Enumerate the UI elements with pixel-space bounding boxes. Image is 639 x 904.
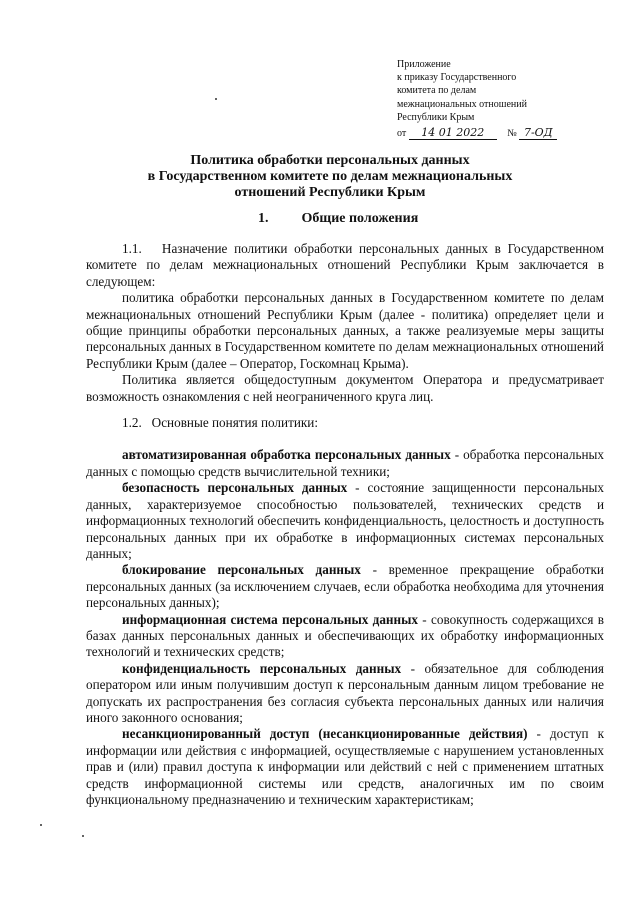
definition-paragraph xyxy=(86,447,604,480)
section-title: Общие положения xyxy=(301,211,419,226)
term: конфиденциальность персональных данных xyxy=(122,660,402,676)
appendix-line: Приложение xyxy=(397,59,451,70)
from-label: от xyxy=(397,128,407,140)
document-title xyxy=(100,153,560,201)
term-definition: - совокупность содержащихся в базах данных персональных данных и обеспечивающих их обработку информационных технологий и технических средств; xyxy=(86,611,604,660)
term: блокирование персональных данных xyxy=(122,562,361,578)
handwritten-date: 14 01 2022 xyxy=(409,126,497,140)
term: безопасность персональных данных xyxy=(122,480,348,496)
paragraph: 1.2. Основные понятия политики: xyxy=(122,415,319,431)
title-line: Политика обработки персональных данных xyxy=(190,153,470,168)
appendix-line: Республики Крым xyxy=(397,111,475,123)
term-definition: - временное прекращение обработки персональных данных (за исключением случаев, если обработка необходима для уточнения персональных данных); xyxy=(86,562,604,611)
appendix-line: комитета по делам xyxy=(397,85,477,97)
term-definition: - состояние защищенности персональных данных, характеризуемое способностью пользователей, технических средств и информационных технологий обеспечить конфиденциальность, целостность и доступность персональных данных при их обработке в информационных системах персональных данных; xyxy=(86,480,604,561)
title-line: в Государственном комитете по делам межнациональных xyxy=(147,169,513,184)
definition-paragraph xyxy=(86,661,604,727)
section-number: 1. xyxy=(258,211,269,226)
scan-speck xyxy=(40,824,42,826)
definition-paragraph xyxy=(86,612,604,661)
appendix-line: к приказу Государственного xyxy=(397,72,517,84)
scan-speck xyxy=(82,835,84,837)
paragraph: 1.1. Назначение политики обработки персональных данных в Государственном комитете по делам межнациональных отношений Республики Крым заключается в следующем: xyxy=(86,241,604,289)
number-label: № xyxy=(507,128,517,140)
appendix-header xyxy=(397,58,597,140)
appendix-line: межнациональных отношений xyxy=(397,98,527,110)
handwritten-number: 7-ОД xyxy=(519,126,557,140)
definition-paragraph xyxy=(86,562,604,611)
definition-paragraph xyxy=(86,480,604,562)
paragraph: политика обработки персональных данных в Государственном комитете по делам межнациональных отношений Республики Крым (далее - политика) определяет цели и общие принципы обработки персональных данных, а также реализуемые меры защиты персональных данных в Государственном комитете по делам межнациональных отношений Республики Крым (далее – Оператор, Госкомнац Крыма). xyxy=(86,290,604,371)
document-body xyxy=(86,241,604,808)
section-heading xyxy=(258,211,418,227)
term-definition: - доступ к информации или действия с информацией, осуществляемые с нарушением установленных прав и (или) правил доступа к информации или действий с ней с применением штатных средств информационной системы или средств, аналогичных им по своим функциональному предназначению и техническим характеристикам; xyxy=(86,726,604,807)
term: несанкционированный доступ (несанкционированные действия) xyxy=(122,726,528,742)
term-definition: - обработка персональных данных с помощью средств вычислительной техники; xyxy=(86,447,604,479)
paragraph: Политика является общедоступным документом Оператора и предусматривает возможность ознакомления с ней неограниченного круга лиц. xyxy=(86,372,604,404)
term: автоматизированная обработка персональных данных xyxy=(122,447,451,463)
title-line: отношений Республики Крым xyxy=(234,185,426,200)
term: информационная система персональных данных xyxy=(122,611,419,627)
appendix-date-line xyxy=(397,126,597,140)
definition-paragraph xyxy=(86,726,604,808)
scan-speck xyxy=(215,98,217,100)
term-definition: - обязательное для соблюдения оператором или иным получившим доступ к персональным данным лицом требование не допускать их распространения без согласия субъекта персональных данных или наличия иного законного основания; xyxy=(86,660,604,725)
